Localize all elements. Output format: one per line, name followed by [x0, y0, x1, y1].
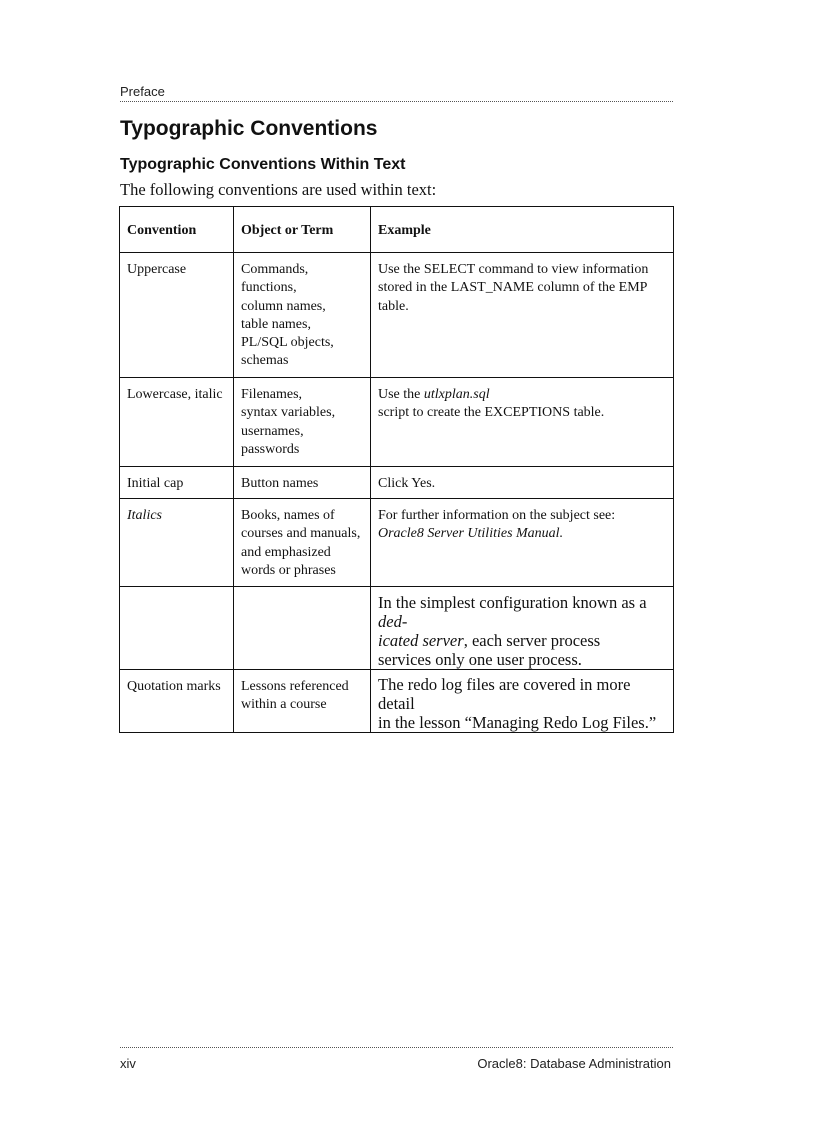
example-cell	[371, 253, 674, 378]
running-footer	[120, 1056, 673, 1071]
example-text: , each server process	[463, 631, 601, 650]
intro-text: The following conventions are used within text:	[120, 180, 437, 199]
example-line: The redo log files are covered in more detail	[378, 675, 631, 713]
object-line: words or phrases	[241, 562, 336, 578]
object-cell	[234, 587, 371, 670]
book-title-italic: Oracle8 Server Utilities Manual.	[378, 526, 564, 542]
convention-cell: Italics	[120, 499, 234, 587]
table-row	[120, 587, 674, 670]
example-line: stored in the LAST_NAME column of the EMP	[378, 280, 648, 296]
table-row	[120, 670, 674, 733]
object-cell	[234, 467, 371, 499]
example-cell	[371, 587, 674, 670]
header-divider	[120, 101, 673, 102]
object-line: passwords	[241, 441, 300, 457]
convention-cell: Initial cap	[120, 467, 234, 499]
object-cell	[234, 670, 371, 733]
example-line: in the lesson “Managing Redo Log Files.”	[378, 713, 657, 732]
example-line: Click Yes.	[378, 476, 436, 491]
example-line: script to create the EXCEPTIONS table.	[378, 405, 605, 421]
object-line: Commands,	[241, 262, 309, 277]
object-line: Filenames,	[241, 387, 303, 402]
filename-italic: utlxplan.sql	[423, 387, 490, 402]
convention-cell: Lowercase, italic	[120, 378, 234, 467]
example-cell	[371, 378, 674, 467]
object-line: usernames,	[241, 423, 304, 439]
example-cell	[371, 670, 674, 733]
convention-cell: Uppercase	[120, 253, 234, 378]
object-line: functions,	[241, 280, 297, 296]
object-line: within a course	[241, 697, 327, 713]
section-subtitle: Typographic Conventions Within Text	[120, 156, 406, 173]
example-cell	[371, 467, 674, 499]
object-line: Books, names of	[241, 508, 335, 523]
object-line: Button names	[241, 476, 319, 491]
footer-divider	[120, 1047, 673, 1048]
example-line	[378, 593, 666, 631]
example-cell	[371, 499, 674, 587]
object-cell	[234, 253, 371, 378]
header-section-label: Preface	[120, 84, 165, 99]
convention-cell	[120, 587, 234, 670]
conventions-table	[119, 206, 674, 733]
emphasis-italic: ded-	[378, 612, 408, 631]
object-line: PL/SQL objects,	[241, 335, 334, 351]
emphasis-italic: icated server	[378, 631, 464, 650]
object-line: and emphasized	[241, 544, 331, 560]
page-title: Typographic Conventions	[120, 117, 378, 140]
object-line: Lessons referenced	[241, 679, 349, 694]
table-row	[120, 378, 674, 467]
object-cell	[234, 499, 371, 587]
example-line: table.	[378, 298, 409, 314]
example-text: Use the	[378, 387, 424, 402]
object-cell	[234, 378, 371, 467]
example-line	[378, 631, 666, 650]
table-row	[120, 467, 674, 499]
table-row	[120, 499, 674, 587]
example-line: services only one user process.	[378, 650, 582, 669]
running-header	[120, 84, 673, 99]
example-text: In the simplest configuration known as a	[378, 593, 647, 612]
table-header-row	[120, 207, 674, 253]
example-line: For further information on the subject see:	[378, 508, 616, 523]
example-line	[378, 386, 666, 404]
object-line: schemas	[241, 353, 289, 369]
page-number: xiv	[120, 1056, 136, 1071]
object-line: courses and manuals,	[241, 526, 361, 542]
column-header-convention: Convention	[120, 207, 234, 253]
example-line: Use the SELECT command to view information	[378, 262, 649, 277]
column-header-example: Example	[371, 207, 674, 253]
object-line: table names,	[241, 316, 311, 332]
column-header-object: Object or Term	[234, 207, 371, 253]
object-line: syntax variables,	[241, 405, 336, 421]
book-title: Oracle8: Database Administration	[477, 1056, 671, 1071]
table-row	[120, 253, 674, 378]
object-line: column names,	[241, 298, 326, 314]
convention-cell: Quotation marks	[120, 670, 234, 733]
